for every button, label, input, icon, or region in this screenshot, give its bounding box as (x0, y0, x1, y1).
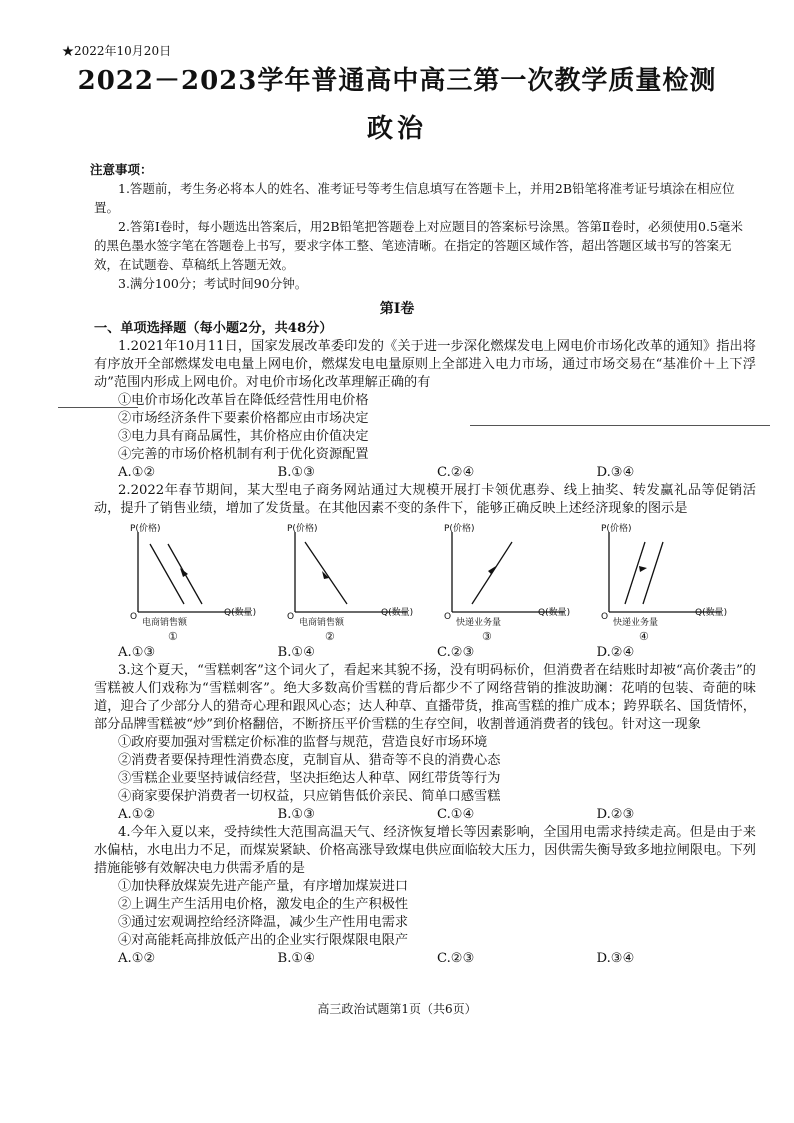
choice-b: B.①④ (277, 645, 316, 660)
y-axis-label: P(价格) (287, 524, 318, 534)
note-item: 1.答题前，考生务必将本人的姓名、准考证号等考生信息填写在答题卡上，并用2B铅笔将准考证号填涂在相应位置。 (94, 181, 735, 215)
question-3 (94, 662, 756, 824)
choice-a: A.①② (118, 807, 156, 822)
x-axis-caption: 快递业务量 (456, 618, 502, 628)
choice-c: C.②④ (437, 465, 475, 480)
statement-option: ②上调生产生活用电价格，激发电企的生产积极性 (118, 897, 409, 912)
y-axis-label: P(价格) (601, 524, 632, 534)
graph-1 (128, 524, 285, 642)
page-title: 2022－2023学年普通高中高三第一次教学质量检测 (77, 66, 717, 96)
choice-c: C.②③ (437, 645, 475, 660)
choice-d: D.②④ (596, 645, 635, 660)
notes-block (90, 160, 754, 293)
choice-c: C.①④ (437, 807, 475, 822)
graph-2 (285, 524, 442, 642)
statement-option: ③通过宏观调控给经济降温，减少生产性用电需求 (118, 915, 409, 930)
x-axis-label: Q(数量) (538, 608, 571, 618)
graph-number: ② (325, 630, 335, 643)
choice-b: B.①④ (277, 951, 316, 966)
statement-option: ④商家要保护消费者一切权益，只应销售低价亲民、简单口感雪糕 (118, 789, 501, 804)
question-stem: 1.2021年10月11日，国家发展改革委印发的《关于进一步深化燃煤发电上网电价市场化改革的通知》指出将有序放开全部燃煤发电电量上网电价，燃煤发电电量原则上全部进入电力市场，通过市场交易在“基准价＋上下浮动”范围内形成上网电价。对电价市场化改革理解正确的有 (94, 339, 756, 390)
curve-shifted (643, 542, 663, 604)
question-stem: 4.今年入夏以来，受持续性大范围高温天气、经济恢复增长等因素影响，全国用电需求持续走高。但是由于来水偏枯，水电出力不足，而煤炭紧缺、价格高涨导致煤电供应面临较大压力，因供需失衡导致多地拉闸限电。下列措施能够有效解决电力供需矛盾的是 (94, 825, 756, 876)
graph-4 (599, 524, 756, 642)
statement-option: ①政府要加强对雪糕定价标准的监督与规范，营造良好市场环境 (118, 735, 488, 750)
curve (472, 542, 512, 604)
answer-choices (94, 806, 756, 824)
statement-option: ②市场经济条件下要素价格都应由市场决定 (118, 411, 369, 426)
volume-title: 第Ⅰ卷 (379, 301, 415, 317)
statement-option: ④对高能耗高排放低产出的企业实行限煤限电限产 (118, 933, 409, 948)
answer-choices (94, 950, 756, 968)
questions (94, 320, 756, 968)
note-item: 3.满分100分；考试时间90分钟。 (118, 276, 308, 291)
shift-arrow (639, 566, 647, 572)
choice-b: B.①③ (277, 807, 316, 822)
y-axis-label: P(价格) (444, 524, 475, 534)
statement-option: ①加快释放煤炭先进产能产量，有序增加煤炭进口 (118, 879, 409, 894)
choice-b: B.①③ (277, 465, 316, 480)
curve-original (625, 542, 645, 604)
x-axis-caption: 电商销售额 (142, 618, 188, 628)
statement-option: ②消费者要保持理性消费态度，克制盲从、猎奇等不良的消费心态 (118, 753, 501, 768)
answer-choices (94, 464, 756, 482)
x-axis-label: Q(数量) (695, 608, 728, 618)
graph-row (94, 524, 756, 642)
origin-label: O (444, 612, 452, 622)
section-heading: 一、单项选择题（每小题2分，共48分） (94, 321, 333, 336)
curve-original (150, 544, 184, 604)
page-footer: 高三政治试题第1页（共6页） (317, 1002, 477, 1016)
choice-d: D.③④ (596, 465, 635, 480)
curve (305, 542, 347, 604)
graph-3 (442, 524, 599, 642)
question-2 (94, 482, 756, 662)
choice-c: C.②③ (437, 951, 475, 966)
graph-number: ③ (482, 630, 492, 643)
statement-option: ③电力具有商品属性，其价格应由价值决定 (118, 429, 369, 444)
statement-option: ①电价市场化改革旨在降低经营性用电价格 (118, 393, 369, 408)
choice-d: D.②③ (596, 807, 635, 822)
origin-label: O (130, 612, 138, 622)
note-item: 2.答第Ⅰ卷时，每小题选出答案后，用2B铅笔把答题卷上对应题目的答案标号涂黑。答第Ⅱ卷时，必须使用0.5毫米的黑色墨水签字笔在答题卷上书写，要求字体工整、笔迹清晰。在指定的答题区域作答，超出答题区域书写的答案无效，在试题卷、草稿纸上答题无效。 (94, 219, 743, 272)
choice-a: A.①② (118, 951, 156, 966)
notes-heading: 注意事项： (90, 162, 153, 177)
x-axis-caption: 电商销售额 (299, 618, 345, 628)
choice-a: A.①② (118, 465, 156, 480)
shift-arrow (180, 568, 188, 577)
subject-title: 政治 (366, 114, 427, 144)
question-4 (94, 824, 756, 968)
statement-option: ④完善的市场价格机制有利于优化资源配置 (118, 447, 369, 462)
question-stem: 3.这个夏天，“雪糕刺客”这个词火了，看起来其貌不扬，没有明码标价，但消费者在结账时却被“高价袭击”的雪糕被人们戏称为“雪糕刺客”。绝大多数高价雪糕的背后都少不了网络营销的推波助澜：花哨的包装、奇葩的味道，迎合了少部分人的猎奇心理和跟风心态；达人种草、直播带货，推高雪糕的推广成本；跨界联名、国货情怀，部分品牌雪糕被“炒”到价格翻倍，不断挤压平价雪糕的生存空间，收割普通消费者的钱包。针对这一现象 (94, 663, 756, 732)
x-axis-caption: 快递业务量 (613, 618, 659, 628)
choice-a: A.①③ (118, 645, 156, 660)
question-1 (94, 338, 756, 482)
answer-choices (94, 644, 756, 662)
exam-date: ★2022年10月20日 (62, 44, 172, 58)
question-stem: 2.2022年春节期间，某大型电子商务网站通过大规模开展打卡领优惠券、线上抽奖、转发赢礼品等促销活动，提升了销售业绩，增加了发货量。在其他因素不变的条件下，能够正确反映上述经济现象的图示是 (94, 483, 756, 516)
x-axis-label: Q(数量) (224, 608, 257, 618)
origin-label: O (601, 612, 609, 622)
graph-number: ① (168, 630, 178, 643)
graph-number: ④ (639, 630, 649, 643)
x-axis-label: Q(数量) (381, 608, 414, 618)
y-axis-label: P(价格) (130, 524, 161, 534)
origin-label: O (287, 612, 295, 622)
statement-option: ③雪糕企业要坚持诚信经营，坚决拒绝达人种草、网红带货等行为 (118, 771, 501, 786)
choice-d: D.③④ (596, 951, 635, 966)
